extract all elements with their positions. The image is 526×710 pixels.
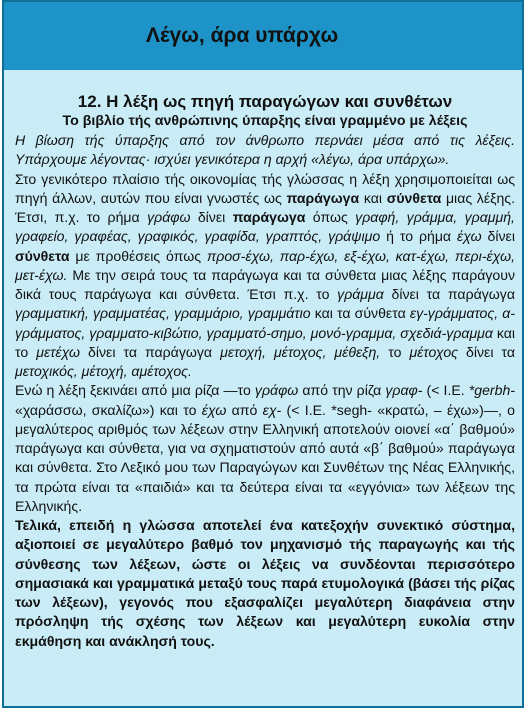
paragraph-roots	[15, 381, 515, 516]
text-run: Η βίωση τής ύπαρξης από τον άνθρωπο περνάει μέσα από τις λέξεις. Υπάρχουμε λέγοντας· ισχύει γενικότερα η αρχή «λέγω, άρα υπάρχω».	[15, 132, 515, 168]
text-run: δίνει τα παράγωγα	[80, 343, 221, 360]
text-run: παράγωγα	[232, 209, 306, 225]
text-run: σύνθετα	[15, 247, 70, 264]
text-run: μετοχή, μέτοχος, μέθεξη,	[220, 343, 381, 360]
text-run: «χαράσσω, σκαλίζω») και το	[15, 401, 202, 418]
text-run: μέτοχος	[409, 343, 459, 360]
text-run: Στο γενικότερο πλαίσιο τής οικονομίας τής γλώσσας η λέξη χρησιμοποιείται ως πηγή άλλων, αυτών που είναι γνωστές ως	[15, 170, 515, 206]
text-run: όπως	[305, 209, 356, 225]
paragraph-derivatives	[15, 170, 515, 382]
text-run: γράφω	[147, 209, 191, 225]
text-run: με προθέσεις όπως	[69, 247, 207, 264]
text-run: από	[226, 401, 263, 418]
text-run: ή το ρήμα	[380, 228, 457, 245]
text-run: από την ρίζα	[298, 382, 386, 399]
text-run: εχ-	[262, 401, 282, 418]
paragraph-conclusion	[15, 516, 515, 651]
text-run: (< I.E. *segh- «κρατώ, – έχω»)—, ο μεγαλύτερος αριθμός των λέξεων στην Ελληνική αποτελούν οιονεί «α΄ βαθμού» παράγωγα και σύνθετα, για να σχηματιστούν από αυτά «β΄ βαθμού» παράγωγα και σύνθετα. Στο Λεξικό μου των Παραγώγων και Συνθέτων της Νέας Ελληνικής, τα πρώτα είναι τα «παιδιά» και τα δεύτερα είναι τα «εγγόνια» των λέξεων της Ελληνικής.	[15, 401, 515, 514]
text-run: *gerbh-	[468, 382, 515, 399]
article-panel	[2, 0, 524, 708]
text-run: και το	[15, 324, 515, 360]
text-run: (< I.E.	[422, 382, 469, 399]
text-run: εγ-γράμματος, α-γράμματος, γραμματο-κιβώτιο, γραμματό-σημο, μονό-γραμμα, σχεδιά-γραμμα	[15, 305, 515, 341]
text-run: και	[359, 189, 387, 206]
section-title: 12. Η λέξη ως πηγή παραγώγων και συνθέτων	[77, 92, 453, 111]
text-run: γράμμα	[337, 286, 384, 302]
text-run: έχω	[457, 228, 482, 245]
paragraph-intro	[15, 131, 515, 170]
text-run: το	[380, 343, 410, 360]
text-run: γραμματική, γραμματέας, γραμμάριο, γραμμάτιο	[15, 305, 311, 322]
article-body	[4, 70, 522, 651]
text-run: μετοχικός, μέτοχή, αμέτοχος.	[15, 363, 192, 379]
text-run: Με την σειρά τους τα παράγωγα και τα σύνθετα μιας λέξης παράγουν δικά τους παράγωγα και σύνθετα. Έτσι π.χ. το	[15, 266, 515, 302]
text-run: μιας λέξης. Έτσι, π.χ. το ρήμα	[15, 189, 515, 225]
text-run: Ενώ η λέξη ξεκινάει από μια ρίζα —το	[15, 382, 255, 399]
text-run: παράγωγα	[286, 189, 360, 206]
text-run: γραφ-	[385, 382, 423, 399]
text-run: δίνει τα παράγωγα	[383, 286, 515, 302]
header-banner	[4, 2, 522, 70]
text-run: δίνει	[481, 228, 515, 245]
section-subtitle: Το βιβλίο τής ανθρώπινης ύπαρξης είναι γραμμένο με λέξεις	[62, 113, 468, 129]
text-run: δίνει	[190, 209, 233, 225]
text-run: προσ-έχω, παρ-έχω, εξ-έχω, κατ-έχω, περι-έχω, μετ-έχω.	[15, 247, 515, 283]
text-run: γραφή, γράμμα, γραμμή, γραφείο, γραφέας, γραφικός, γραφίδα, γραπτός, γράψιμο	[15, 209, 515, 245]
text-run: μετέχω	[36, 343, 81, 360]
text-run: γράφω	[254, 382, 299, 399]
text-run: σύνθετα	[386, 189, 442, 206]
text-run: Τελικά, επειδή η γλώσσα αποτελεί ένα κατεξοχήν συνεκτικό σύστημα, αξιοποιεί σε μεγαλύτερο βαθμό τον μηχανισμό τής παραγωγής και τής σύνθεσης των λέξεων, ώστε οι λέξεις να συνδέονται περισσότερο σημασιακά και γραμματικά μεταξύ τους παρά ετυμολογικά (βάσει τής ρίζας των λέξεων), γεγονός που εξασφαλίζει μεγαλύτερη διαφάνεια στην πρόσληψη τής σχέσης των λέξεων και μεγαλύτερη ευκολία στην εκμάθηση και ανάκλησή τους.	[15, 517, 515, 649]
header-title: Λέγω, άρα υπάρχω	[146, 24, 339, 47]
text-run: και τα σύνθετα	[310, 305, 410, 322]
text-run: έχω	[201, 401, 227, 418]
text-run: δίνει τα	[458, 343, 515, 360]
